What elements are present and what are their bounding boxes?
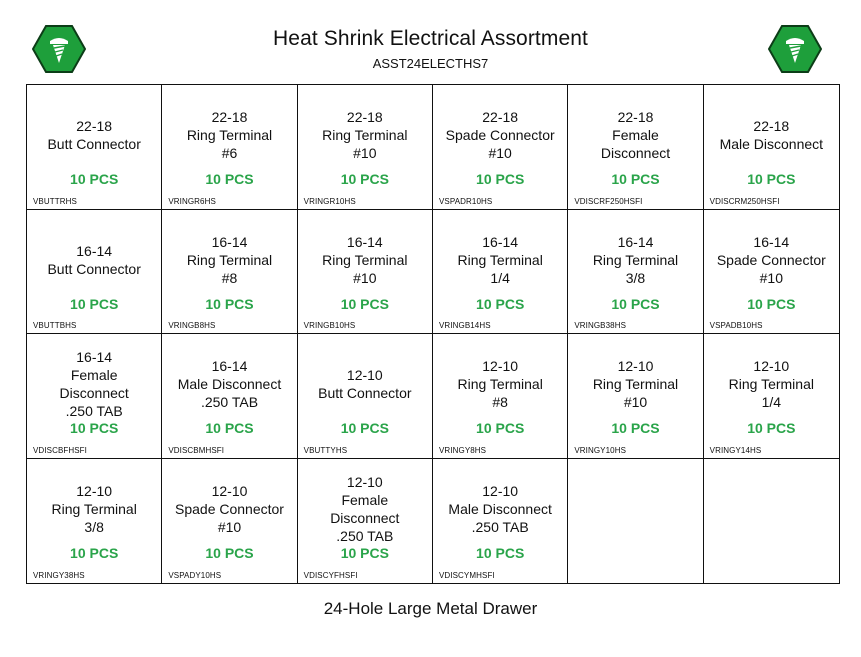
drawer-compartment [433, 210, 568, 335]
page-title: Heat Shrink Electrical Assortment [273, 27, 588, 50]
compartment-quantity: 10 PCS [70, 420, 119, 436]
compartment-sku: VRINGY10HS [574, 445, 627, 455]
compartment-description: 12-10 Ring Terminal 3/8 [51, 482, 137, 535]
compartment-quantity: 10 PCS [205, 420, 254, 436]
compartment-sku: VRINGY14HS [709, 445, 762, 455]
compartment-quantity: 10 PCS [747, 420, 796, 436]
drawer-compartment [704, 334, 839, 459]
compartment-description: 12-10 Male Disconnect .250 TAB [448, 482, 552, 535]
compartment-quantity: 10 PCS [611, 420, 660, 436]
compartment-sku: VDISCBFHSFI [33, 445, 87, 455]
drawer-compartment [162, 210, 297, 335]
compartment-quantity: 10 PCS [611, 171, 660, 187]
drawer-description: 24-Hole Large Metal Drawer [323, 599, 538, 618]
compartment-sku: VDISCRF250HSFI [574, 196, 643, 206]
compartment-description: 12-10 Ring Terminal 1/4 [728, 358, 814, 410]
drawer-grid [26, 84, 840, 584]
drawer-compartment [298, 334, 433, 459]
compartment-sku: VRINGR6HS [168, 196, 216, 206]
drawer-compartment [568, 210, 703, 335]
assortment-code: ASST24ELECTHS7 [372, 56, 489, 71]
compartment-sku: VBUTTYHS [303, 445, 348, 455]
compartment-description: 12-10 Female Disconnect .250 TAB [330, 473, 400, 544]
compartment-sku: VSPADY10HS [168, 571, 222, 580]
compartment-quantity: 10 PCS [747, 171, 796, 187]
compartment-description: 16-14 Spade Connector #10 [716, 233, 826, 286]
compartment-description: 12-10 Spade Connector #10 [175, 482, 284, 535]
compartment-description: 12-10 Butt Connector [318, 367, 412, 401]
compartment-sku: VRINGB14HS [438, 321, 491, 330]
drawer-compartment [162, 85, 297, 210]
compartment-sku: VBUTTRHS [33, 196, 77, 206]
compartment-quantity: 10 PCS [205, 171, 254, 187]
compartment-description: 16-14 Butt Connector [47, 242, 141, 277]
compartment-sku: VDISCBMHSFI [168, 445, 225, 455]
compartment-description: 22-18 Butt Connector [47, 118, 141, 152]
compartment-quantity: 10 PCS [70, 544, 119, 561]
compartment-description: 16-14 Male Disconnect .250 TAB [177, 358, 282, 410]
compartment-description: 22-18 Ring Terminal #10 [322, 109, 408, 161]
compartment-sku: VRINGR10HS [303, 196, 356, 206]
drawer-compartment [162, 334, 297, 459]
compartment-quantity: 10 PCS [70, 295, 119, 312]
compartment-description: 16-14 Ring Terminal 1/4 [457, 233, 543, 286]
compartment-sku: VRINGB8HS [168, 321, 216, 330]
compartment-sku: VSPADR10HS [438, 196, 493, 206]
drawer-compartment [568, 85, 703, 210]
drawer-compartment [27, 85, 162, 210]
compartment-description: 12-10 Ring Terminal #10 [592, 358, 679, 410]
compartment-sku: VDISCYFHSFI [303, 571, 358, 580]
compartment-description: 22-18 Male Disconnect [719, 118, 824, 152]
drawer-compartment [704, 210, 839, 335]
compartment-sku: VSPADB10HS [709, 321, 763, 330]
compartment-quantity: 10 PCS [476, 544, 525, 561]
compartment-quantity: 10 PCS [340, 171, 389, 187]
compartment-description: 16-14 Ring Terminal 3/8 [592, 233, 679, 286]
drawer-compartment [704, 459, 839, 584]
drawer-compartment [27, 459, 162, 584]
compartment-quantity: 10 PCS [611, 295, 660, 312]
drawer-compartment [27, 210, 162, 335]
drawer-compartment [433, 85, 568, 210]
drawer-compartment [298, 459, 433, 584]
compartment-description: 22-18 Ring Terminal #6 [186, 109, 273, 161]
compartment-quantity: 10 PCS [476, 420, 525, 436]
compartment-quantity: 10 PCS [340, 544, 389, 561]
compartment-quantity: 10 PCS [476, 295, 525, 312]
drawer-compartment [568, 334, 703, 459]
compartment-description: 12-10 Ring Terminal #8 [457, 358, 543, 410]
drawer-compartment [433, 459, 568, 584]
compartment-quantity: 10 PCS [340, 420, 389, 436]
drawer-compartment [433, 334, 568, 459]
compartment-sku: VDISCRM250HSFI [709, 196, 780, 206]
compartment-sku: VRINGB38HS [574, 321, 627, 330]
compartment-quantity: 10 PCS [747, 295, 796, 312]
compartment-description: 16-14 Ring Terminal #10 [322, 233, 408, 286]
drawer-compartment [162, 459, 297, 584]
compartment-description: 16-14 Ring Terminal #8 [186, 233, 273, 286]
compartment-sku: VRINGY8HS [438, 445, 487, 455]
compartment-quantity: 10 PCS [70, 171, 119, 187]
drawer-compartment [704, 85, 839, 210]
compartment-description: 22-18 Spade Connector #10 [445, 109, 555, 161]
drawer-compartment [298, 85, 433, 210]
compartment-description: 22-18 Female Disconnect [600, 109, 671, 161]
compartment-quantity: 10 PCS [340, 295, 389, 312]
compartment-sku: VRINGY38HS [33, 571, 85, 580]
compartment-quantity: 10 PCS [205, 295, 254, 312]
drawer-compartment [27, 334, 162, 459]
drawer-compartment [298, 210, 433, 335]
compartment-sku: VRINGB10HS [303, 321, 356, 330]
compartment-sku: VBUTTBHS [33, 321, 77, 330]
compartment-quantity: 10 PCS [205, 544, 254, 561]
compartment-quantity: 10 PCS [476, 171, 525, 187]
compartment-description: 16-14 Female Disconnect .250 TAB [59, 349, 129, 419]
compartment-sku: VDISCYMHSFI [438, 571, 495, 580]
drawer-compartment [568, 459, 703, 584]
